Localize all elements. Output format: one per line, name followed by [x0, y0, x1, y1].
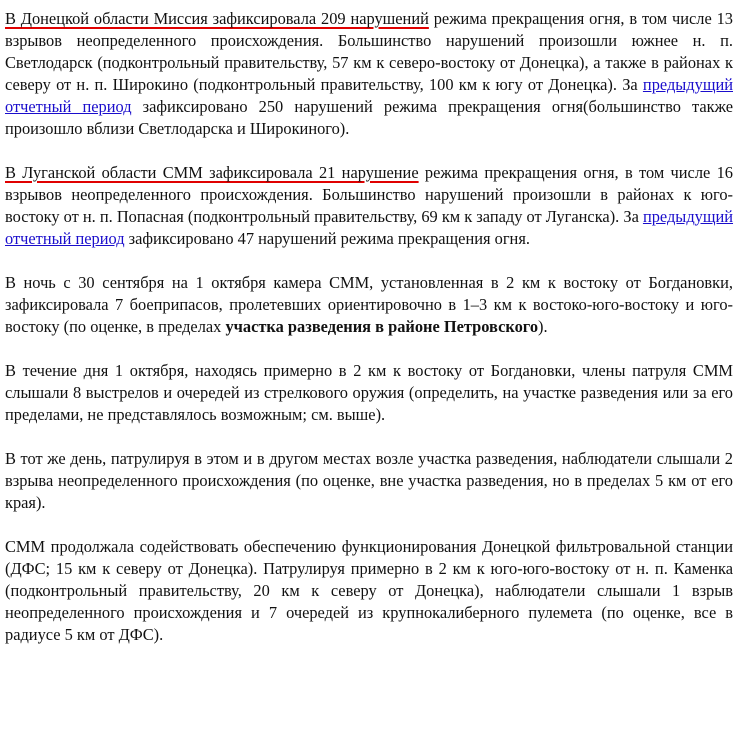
paragraph-luhansk — [5, 162, 733, 250]
document-body — [5, 8, 733, 668]
paragraph-text: ). — [538, 317, 548, 336]
previous-period-link[interactable]: предыдущий отчетный период — [5, 75, 733, 116]
paragraph-text: режима прекращения огня, в том числе 16 взрывов неопределенного происхождения. Большинство нарушений произошли в районах к юго-востоку от н. п. Попасная (подконтрольный правительству, 69 км к западу от Луганска). За — [5, 163, 733, 226]
paragraph-text: В ночь с 30 сентября на 1 октября камера СММ, установленная в 2 км к востоку от Богдановки, зафиксировала 7 боеприпасов, пролетевших ориентировочно в 1–3 км к востоко-юго-востоку и юго-востоку (по оценке, в пределах — [5, 273, 733, 336]
highlighted-lead: В Донецкой области Миссия зафиксировала 209 нарушений — [5, 9, 429, 28]
paragraph-bohdanivka-day: В течение дня 1 октября, находясь примерно в 2 км к востоку от Богдановки, члены патруля СММ слышали 8 выстрелов и очередей из стрелкового оружия (определить, на участке разведения или за его пределами, не представлялось возможным; см. выше). — [5, 361, 733, 424]
highlighted-lead: В Луганской области СММ зафиксировала 21 нарушение — [5, 163, 419, 182]
paragraph-same-day: В тот же день, патрулируя в этом и в другом местах возле участка разведения, наблюдатели слышали 2 взрыва неопределенного происхождения (по оценке, вне участка разведения, но в пределах 5 км от его края). — [5, 449, 733, 512]
paragraph-donetsk — [5, 8, 733, 140]
paragraph-dfs: СММ продолжала содействовать обеспечению функционирования Донецкой фильтровальной станции (ДФС; 15 км к северу от Донецка). Патрулируя примерно в 2 км к юго-юго-востоку от н. п. Каменка (подконтрольный правительству, 20 км к северу от Донецка), наблюдатели слышали 1 взрыв неопределенного происхождения и 7 очередей из крупнокалиберного пулемета (по оценке, все в радиусе 5 км от ДФС). — [5, 537, 733, 644]
paragraph-text: зафиксировано 47 нарушений режима прекращения огня. — [124, 229, 530, 248]
paragraph-text: режима прекращения огня, в том числе 13 взрывов неопределенного происхождения. Большинство нарушений произошли южнее н. п. Светлодарск (подконтрольный правительству, 57 км к северо-востоку от Донецка), а также в районах к северу от н. п. Широкино (подконтрольный правительству, 100 км к югу от Донецка). За — [5, 9, 733, 94]
bold-phrase: участка разведения в районе Петровского — [225, 317, 539, 336]
paragraph-bohdanivka-night — [5, 272, 733, 338]
paragraph-text: зафиксировано 250 нарушений режима прекращения огня(большинство также произошло вблизи Светлодарска и Широкиного). — [5, 97, 733, 138]
previous-period-link[interactable]: предыдущий отчетный период — [5, 207, 734, 248]
